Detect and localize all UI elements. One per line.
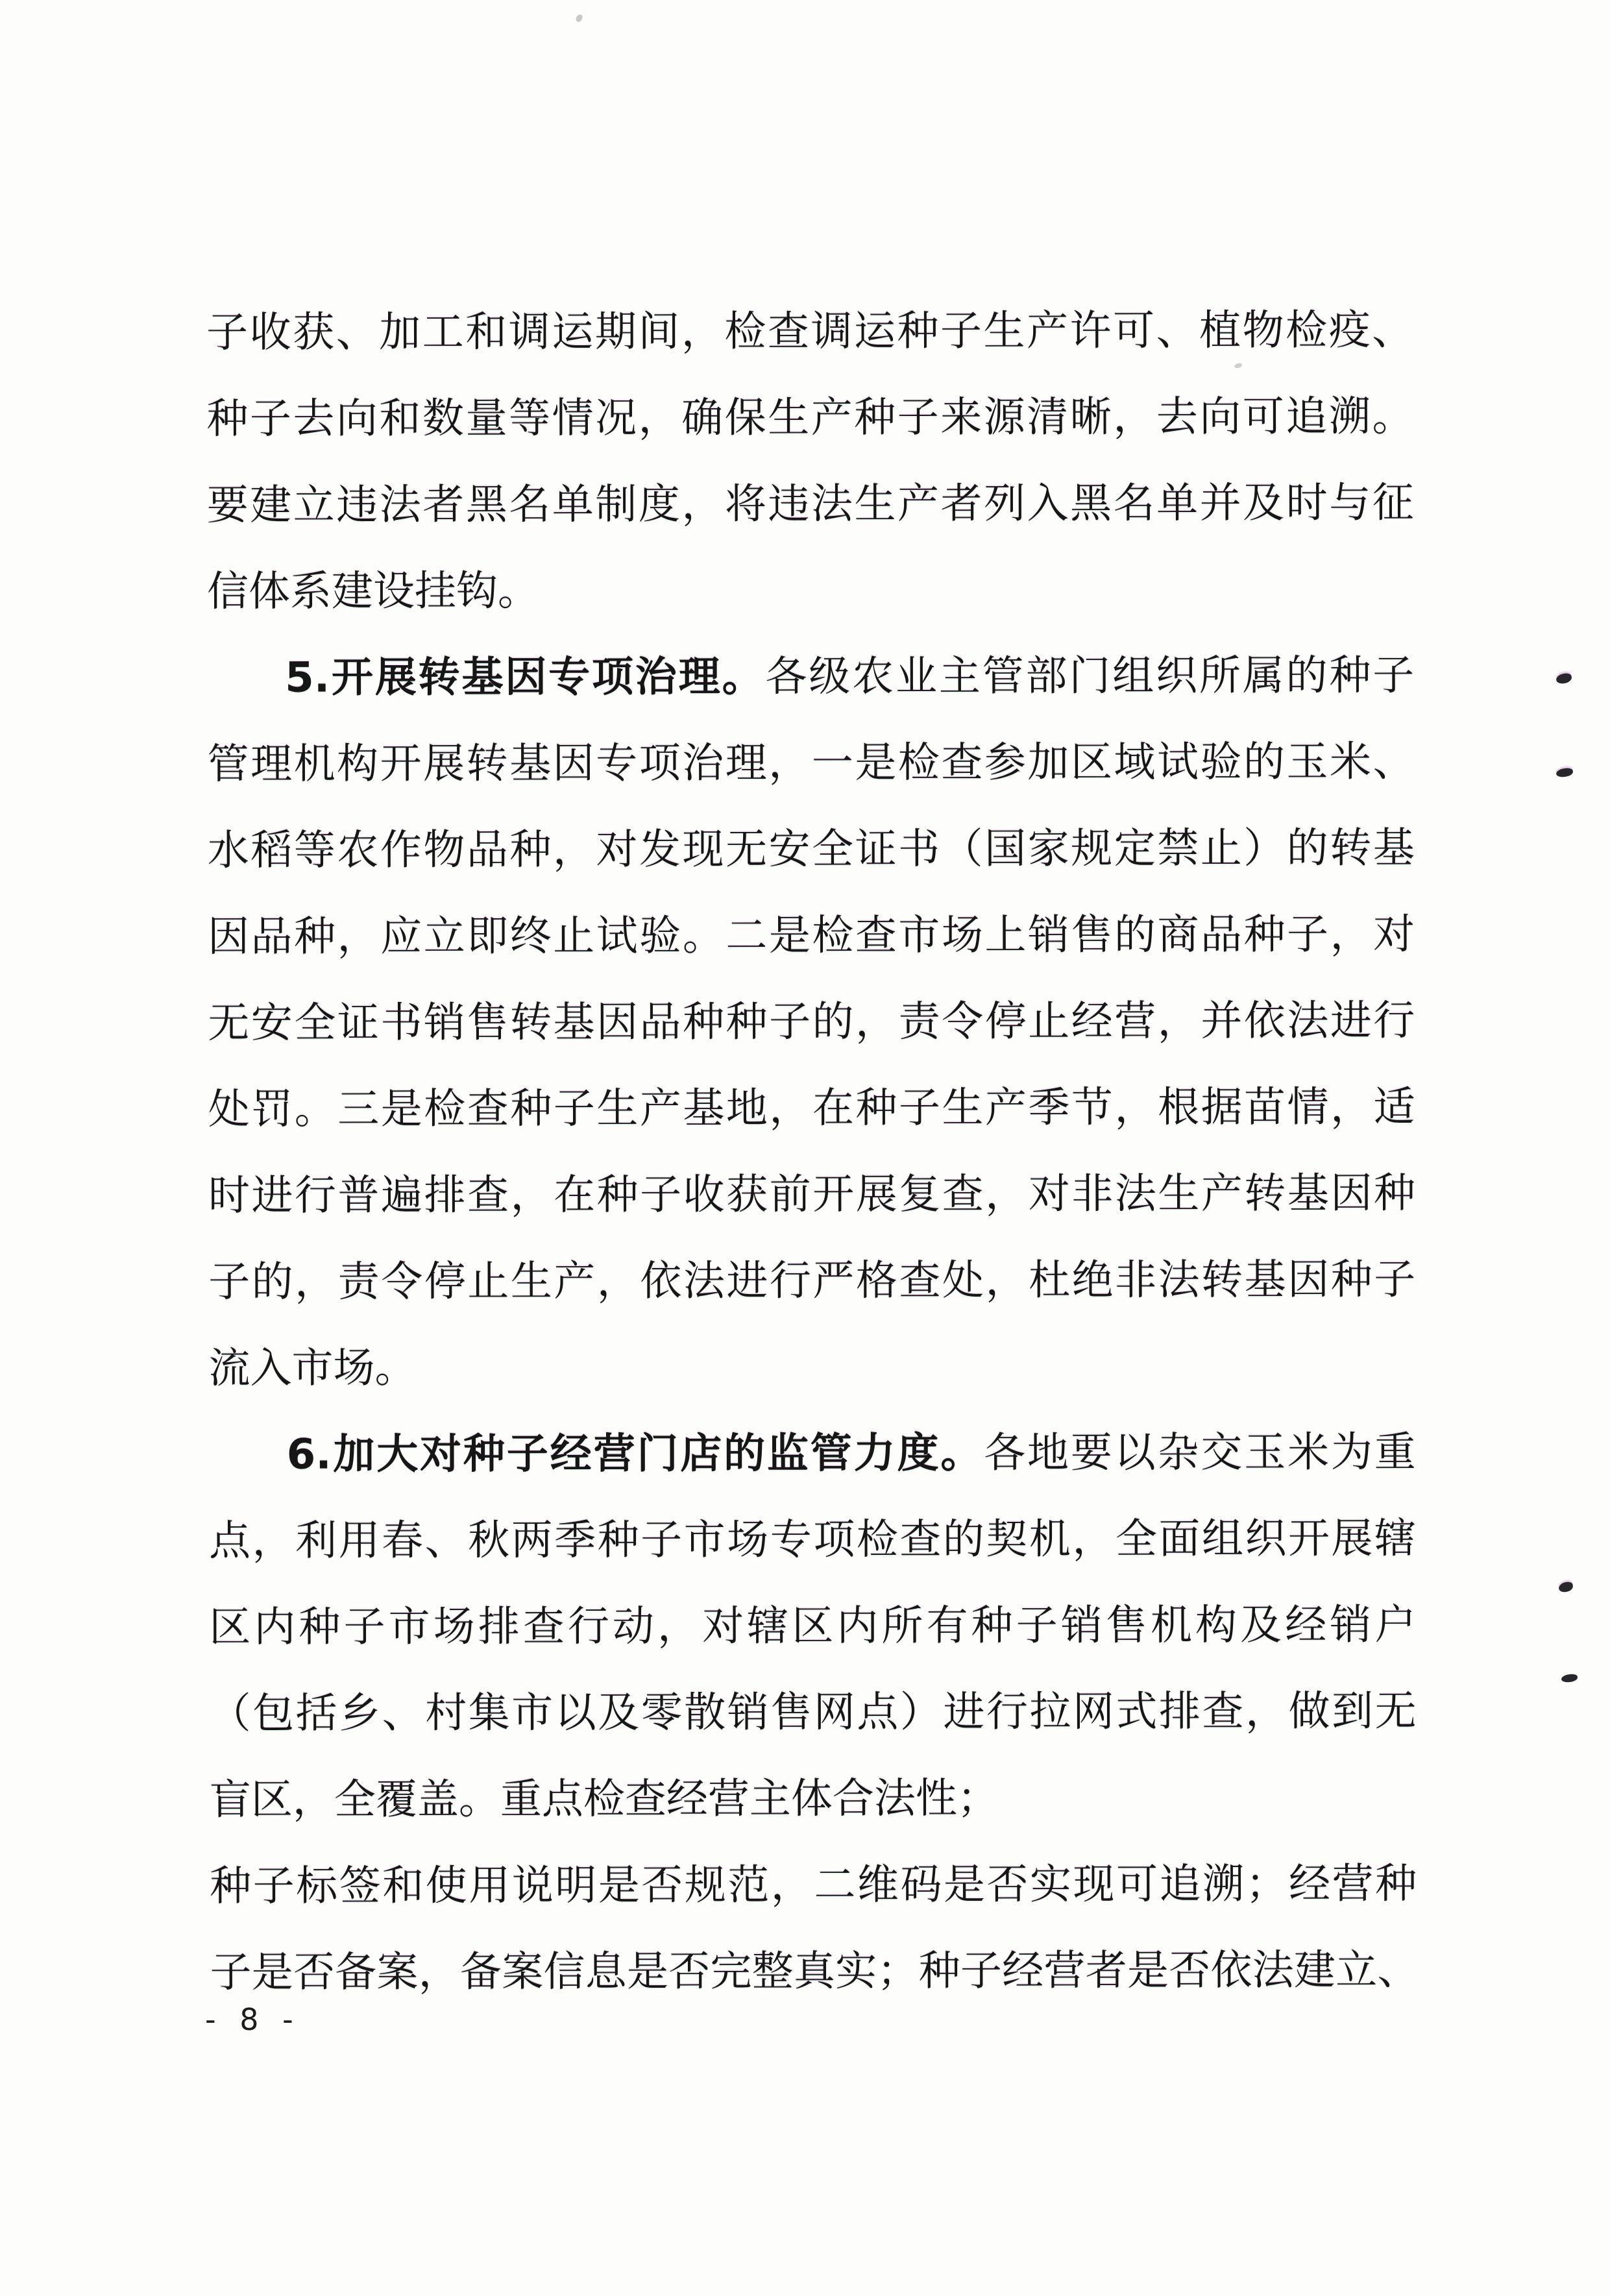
line-text: （包括乡、村集市以及零散销售网点）进行拉网式排查，做到无 (209, 1687, 1417, 1738)
line-text: 流入市场。 (208, 1344, 417, 1393)
text-line-section-5 (207, 633, 1414, 722)
text-line (209, 1668, 1416, 1757)
text-line (210, 1927, 1417, 2016)
scan-speck (575, 14, 583, 23)
line-text: 子是否备案，备案信息是否完整真实；种子经营者是否依法建立、 (210, 1946, 1417, 1997)
scan-speck (1558, 1582, 1574, 1593)
line-text: 区内种子市场排查行动，对辖区内所有种子销售机构及经销户 (209, 1601, 1417, 1652)
line-text: 点，利用春、秋两季种子市场专项检查的契机，全面组织开展辖 (208, 1515, 1417, 1565)
document-body (206, 287, 1417, 2016)
section-heading: 6.加大对种子经营门店的监管力度。 (286, 1429, 984, 1479)
text-line (207, 460, 1414, 549)
line-text: 子收获、加工和调运期间，检查调运种子生产许可、植物检疫、 (206, 306, 1414, 357)
line-text: 要建立违法者黑名单制度，将违法生产者列入黑名单并及时与征 (206, 479, 1414, 530)
text-line (207, 546, 1414, 635)
line-text: 因品种，应立即终止试验。二是检查市场上销售的商品种子，对 (208, 910, 1415, 961)
page-number: - 8 - (205, 2002, 297, 2037)
text-line (206, 287, 1413, 376)
text-line (208, 978, 1415, 1067)
text-line (209, 1582, 1416, 1671)
line-text: 管理机构开展转基因专项治理，一是检查参加区域试验的玉米、 (207, 738, 1415, 788)
text-line (209, 1496, 1416, 1585)
text-line (208, 1323, 1415, 1412)
text-line (210, 1841, 1417, 1930)
scan-speck (1561, 1674, 1578, 1683)
text-line (207, 719, 1414, 808)
scan-speck (1555, 673, 1572, 685)
line-text: 处罚。三是检查种子生产基地，在种子生产季节，根据苗情，适 (208, 1083, 1415, 1134)
scan-speck (1555, 768, 1573, 777)
text-line (208, 1237, 1415, 1326)
line-text: 盲区，全覆盖。重点检查经营主体合法性； (209, 1774, 999, 1824)
line-text: 种子标签和使用说明是否规范，二维码是否实现可追溯；经营种 (210, 1860, 1417, 1911)
text-line (210, 1755, 1417, 1844)
text-line (206, 374, 1413, 463)
line-text: 各级农业主管部门组织所属的种子 (765, 652, 1415, 702)
text-line (208, 805, 1415, 894)
line-text: 子的，责令停止生产，依法进行严格查处，杜绝非法转基因种子 (208, 1256, 1416, 1306)
text-line (208, 1064, 1415, 1153)
text-line (208, 892, 1415, 981)
section-heading: 5.开展转基因专项治理。 (285, 653, 766, 702)
line-text: 各地要以杂交玉米为重 (984, 1428, 1416, 1478)
line-text: 种子去向和数量等情况，确保生产种子来源清晰，去向可追溯。 (206, 393, 1414, 443)
line-text: 水稻等农作物品种，对发现无安全证书（国家规定禁止）的转基 (207, 824, 1415, 875)
text-line-section-6 (209, 1410, 1416, 1498)
text-line (208, 1151, 1415, 1240)
line-text: 时进行普遍排查，在种子收获前开展复查，对非法生产转基因种 (208, 1169, 1415, 1220)
line-text: 无安全证书销售转基因品种种子的，责令停止经营，并依法进行 (208, 997, 1415, 1047)
line-text: 信体系建设挂钩。 (206, 567, 540, 616)
